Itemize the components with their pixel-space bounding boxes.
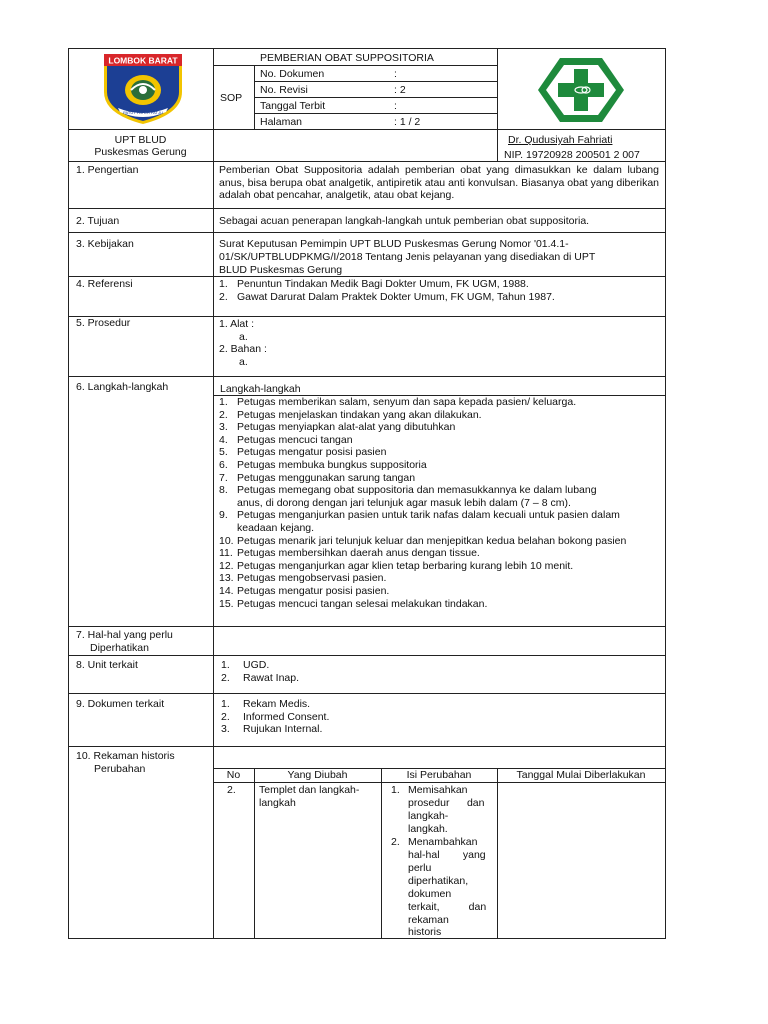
emblem-banner-text: LOMBOK BARAT [108, 55, 178, 66]
list-item: 5. Petugas mengatur posisi pasien [219, 446, 387, 459]
meta-label-tanggal-terbit: Tanggal Terbit [260, 100, 326, 112]
emblem-motto-text: PATUT PATUH PATJU [123, 110, 163, 115]
isi-1-line2: prosedur dan [408, 797, 485, 809]
isi-2-line5: dokumen [408, 888, 452, 900]
label-kebijakan: 3. Kebijakan [76, 238, 134, 250]
label-referensi: 4. Referensi [76, 278, 133, 290]
list-item: 2. Informed Consent. [221, 710, 330, 723]
history-col-tanggal: Tanggal Mulai Diberlakukan [516, 769, 646, 781]
history-row-no: 2. [227, 784, 236, 796]
isi-2-line8: historis [408, 926, 442, 938]
prosedur-alat-a: a. [239, 331, 248, 343]
meta-label-no-revisi: No. Revisi [260, 84, 308, 96]
list-item: 1. Petugas memberikan salam, senyum dan sapa kepada pasien/ keluarga. [219, 396, 577, 408]
puskesmas-logo [536, 56, 626, 124]
text-pengertian: Pemberian Obat Suppositoria adalah pemberian obat yang dimasukkan ke dalam lubang anus, bisa berupa obat analgetik, antipiretik atau anti konvulsan. Biasanya obat yang diberikan adalah obat pencahar, analgetik, atau obat kejang. [219, 164, 659, 202]
meta-value-no-dokumen: : [394, 68, 397, 80]
prosedur-bahan: 2. Bahan : [219, 343, 267, 355]
list-item: 1. Rekam Medis. [221, 698, 311, 710]
isi-2-line6: terkait, dan [408, 901, 487, 913]
list-item: 11. Petugas membersihkan daerah anus dengan tissue. [219, 547, 480, 560]
label-hal-hal-line2: Diperhatikan [90, 642, 149, 654]
document-title: PEMBERIAN OBAT SUPPOSITORIA [260, 52, 434, 64]
list-item: 3. Rujukan Internal. [221, 723, 323, 736]
meta-value-no-revisi: : 2 [394, 84, 406, 96]
text-tujuan: Sebagai acuan penerapan langkah-langkah untuk pemberian obat suppositoria. [219, 215, 590, 227]
list-item: 14. Petugas mengatur posisi pasien. [219, 584, 390, 597]
border-right [665, 48, 666, 939]
isi-2-line7: rekaman [408, 914, 449, 926]
isi-1-line4: langkah. [408, 823, 448, 835]
border-bottom [68, 938, 666, 939]
list-item: 6. Petugas membuka bungkus suppositoria [219, 458, 427, 471]
meta-label-no-dokumen: No. Dokumen [260, 68, 325, 80]
sop-document [68, 48, 666, 939]
meta-label-halaman: Halaman [260, 116, 303, 128]
list-item: 2. Petugas menjelaskan tindakan yang akan dilakukan. [219, 408, 482, 421]
prosedur-alat: 1. Alat : [219, 318, 255, 330]
label-dokumen-terkait: 9. Dokumen terkait [76, 698, 165, 710]
label-tujuan: 2. Tujuan [76, 215, 120, 227]
list-item-continuation: keadaan kejang. [237, 521, 315, 534]
org-name-line2: Puskesmas Gerung [94, 146, 187, 158]
isi-2-line3: perlu [408, 862, 432, 874]
list-item: 9. Petugas menganjurkan pasien untuk tarik nafas dalam kecuali untuk pasien dalam [219, 509, 620, 522]
label-rekaman-line1: 10. Rekaman historis [76, 750, 175, 762]
history-row-diubah-line2: langkah [259, 797, 296, 809]
isi-2-line1: Menambahkan [408, 836, 478, 848]
label-unit-terkait: 8. Unit terkait [76, 659, 138, 671]
list-item: 13. Petugas mengobservasi pasien. [219, 572, 387, 585]
list-item: 7. Petugas menggunakan sarung tangan [219, 471, 416, 484]
list-item: 2. Gawat Darurat Dalam Praktek Dokter Umum, FK UGM, Tahun 1987. [219, 290, 555, 303]
label-langkah: 6. Langkah-langkah [76, 381, 169, 393]
list-item: 12. Petugas menganjurkan agar klien tetap berbaring kurang lebih 10 menit. [219, 559, 574, 572]
border-top [68, 48, 666, 49]
referensi-list [219, 278, 555, 303]
dokumen-terkait-list [221, 698, 329, 736]
list-item: 8. Petugas memegang obat suppositoria dan memasukkannya ke dalam lubang [219, 484, 597, 497]
meta-value-halaman: : 1 / 2 [394, 116, 421, 128]
border-left [68, 48, 69, 939]
org-name-line1: UPT BLUD [114, 134, 167, 146]
list-item: 10. Petugas menarik jari telunjuk keluar dan menjepitkan kedua belahan bokong pasien [219, 534, 627, 547]
signer-nip: NIP. 19720928 200501 2 007 [504, 149, 640, 161]
isi-2-line4: diperhatikan, [408, 875, 469, 887]
kebijakan-line-3: BLUD Puskesmas Gerung [219, 264, 343, 276]
list-item: 2. Rawat Inap. [221, 671, 300, 684]
prosedur-bahan-a: a. [239, 356, 248, 368]
isi-2-line2: hal-hal yang [408, 849, 486, 861]
list-item: 3. Petugas menyiapkan alat-alat yang dibutuhkan [219, 421, 456, 434]
list-item: 15. Petugas mencuci tangan selesai melakukan tindakan. [219, 597, 488, 610]
isi-1-line1: Memisahkan [408, 784, 468, 796]
label-prosedur: 5. Prosedur [76, 317, 131, 329]
meta-value-tanggal-terbit: : [394, 100, 397, 112]
history-row-diubah-line1: Templet dan langkah- [259, 784, 360, 796]
isi-2-number: 2. [391, 836, 400, 848]
langkah-list [219, 396, 626, 610]
history-col-isi-perubahan: Isi Perubahan [406, 769, 472, 781]
lombok-barat-emblem [98, 52, 188, 126]
signer-name: Dr. Qudusiyah Fahriati [508, 134, 613, 146]
isi-1-number: 1. [391, 784, 400, 796]
langkah-heading: Langkah-langkah [220, 383, 301, 395]
kebijakan-line-1: Surat Keputusan Pemimpin UPT BLUD Puskesmas Gerung Nomor '01.4.1- [219, 238, 569, 250]
isi-1-line3: langkah- [408, 810, 449, 822]
list-item: 1. Penuntun Tindakan Medik Bagi Dokter Umum, FK UGM, 1988. [219, 278, 529, 290]
unit-terkait-list [221, 659, 299, 684]
list-item: 1. UGD. [221, 659, 270, 671]
label-hal-hal-line1: 7. Hal-hal yang perlu [76, 629, 173, 641]
list-item-continuation: anus, di dorong dengan jari telunjuk agar masuk lebih dalam (7 – 8 cm). [237, 496, 571, 509]
history-col-no: No [226, 769, 241, 781]
label-pengertian: 1. Pengertian [76, 164, 139, 176]
sop-label: SOP [220, 92, 243, 104]
label-rekaman-line2: Perubahan [94, 763, 146, 775]
kebijakan-line-2: 01/SK/UPTBLUDPKMG/I/2018 Tentang Jenis pelayanan yang disediakan di UPT [219, 251, 596, 263]
history-col-yang-diubah: Yang Diubah [287, 769, 348, 781]
list-item: 4. Petugas mencuci tangan [219, 433, 353, 446]
